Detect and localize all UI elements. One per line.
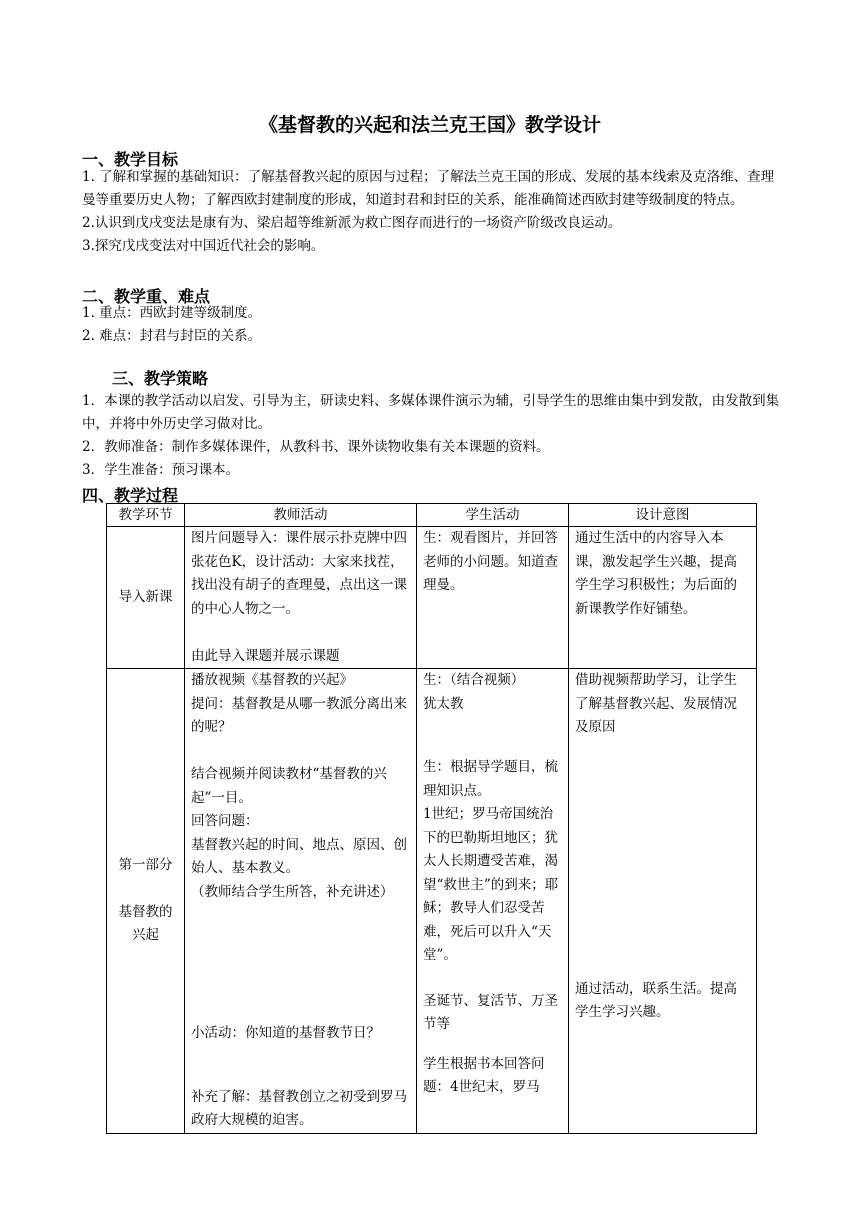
student-text: 1世纪；罗马帝国统治下的巴勒斯坦地区；犹太人长期遭受苦难，渴望“救世主”的到来；耶稣；教导人们忍受苦难，死后可以升入“天堂”。: [423, 806, 559, 963]
section-heading-process: 四、教学过程: [82, 486, 179, 505]
process-table: [106, 503, 757, 1134]
strategy-item: 1．本课的教学活动以启发、引导为主，研读史料、多媒体课件演示为辅，引导学生的思维由集中到发散，由发散到集中，并将中外历史学习做对比。: [82, 393, 780, 432]
student-cell: [417, 527, 569, 669]
teacher-text: 补充了解：基督教创立之初受到罗马政府大规模的迫害。: [191, 1088, 407, 1128]
table-header-row: [107, 504, 757, 527]
student-cell: [417, 669, 569, 1134]
student-text: 学生根据书本回答问题：4世纪末，罗马: [423, 1055, 545, 1095]
intent-text: 通过活动，联系生活。提高学生学习兴趣。: [575, 980, 737, 1020]
teacher-text: 播放视频《基督教的兴起》: [191, 672, 353, 688]
intent-cell: [569, 669, 757, 1134]
intent-text: 通过生活中的内容导入本课，激发起学生兴趣，提高学生学习积极性；为后面的新课教学作好铺垫。: [575, 530, 737, 617]
keypoint-item: 1. 重点：西欧封建等级制度。: [82, 305, 262, 321]
column-header: 教师活动: [185, 504, 417, 527]
stage-cell: [107, 669, 185, 1134]
teacher-text: （教师结合学生所答，补充讲述）: [191, 883, 394, 900]
column-header: 设计意图: [569, 504, 757, 527]
strategy-item: 2．教师准备：制作多媒体课件，从教科书、课外读物收集有关本课题的资料。: [82, 439, 550, 455]
stage-label: 第一部分: [118, 856, 173, 873]
goal-item: 2.认识到戊戌变法是康有为、梁启超等维新派为救亡图存而进行的一场资产阶级改良运动。: [82, 215, 622, 231]
keypoint-item: 2. 难点：封君与封臣的关系。: [82, 328, 262, 344]
section-heading-goals: 一、教学目标: [82, 150, 179, 169]
teacher-text: 结合视频并阅读教材“基督教的兴起”一目。: [191, 766, 387, 806]
teacher-text: 提问：基督教是从哪一教派分离出来的呢？: [191, 695, 407, 735]
teacher-text: 基督教兴起的时间、地点、原因、创始人、基本教义。: [191, 836, 407, 876]
column-header: 学生活动: [417, 504, 569, 527]
table-row: [107, 527, 757, 669]
keypoints-list: [82, 302, 782, 348]
goal-item: 1. 了解和掌握的基础知识：了解基督教兴起的原因与过程；了解法兰克王国的形成、发展的基本线索及克洛维、查理曼等重要历史人物；了解西欧封建制度的形成，知道封君和封臣的关系，能准确简述西欧封建等级制度的特点。: [82, 169, 775, 208]
strategy-list: [82, 390, 782, 482]
section-heading-strategy: 三、教学策略: [112, 369, 209, 388]
goal-item: 3.探究戊戌变法对中国近代社会的影响。: [82, 238, 325, 254]
student-text: 生：观看图片，并回答老师的小问题。知道查理曼。: [423, 530, 558, 593]
stage-cell: [107, 527, 185, 669]
teacher-text: 小活动：你知道的基督教节日？: [191, 1025, 380, 1041]
student-text: 圣诞节、复活节、万圣节等: [423, 992, 558, 1032]
stage-label: 导入新课: [118, 588, 173, 605]
teacher-text: 由此导入课题并展示课题: [191, 647, 340, 664]
student-text: 生：（结合视频）: [423, 672, 525, 688]
student-text: 犹太教: [423, 695, 464, 712]
goals-list: [82, 166, 782, 258]
teacher-cell: [185, 669, 417, 1134]
section-heading-keypoints: 二、教学重、难点: [82, 287, 211, 306]
student-text: 生：根据导学题目，梳理知识点。: [423, 759, 558, 799]
intent-cell: [569, 527, 757, 669]
strategy-item: 3．学生准备：预习课本。: [82, 462, 240, 478]
teacher-text: 回答问题：: [191, 813, 259, 829]
stage-label: 基督教的兴起: [118, 903, 173, 944]
teacher-text: 图片问题导入：课件展示扑克牌中四张花色K，设计活动：大家来找茬，找出没有胡子的查理曼，点出这一课的中心人物之一。: [191, 530, 407, 617]
intent-text: 借助视频帮助学习，让学生了解基督教兴起、发展情况及原因: [575, 672, 737, 735]
document-title: 《基督教的兴起和法兰克王国》教学设计: [258, 114, 601, 136]
table-row: [107, 669, 757, 1134]
column-header: 教学环节: [107, 504, 185, 527]
teacher-cell: [185, 527, 417, 669]
